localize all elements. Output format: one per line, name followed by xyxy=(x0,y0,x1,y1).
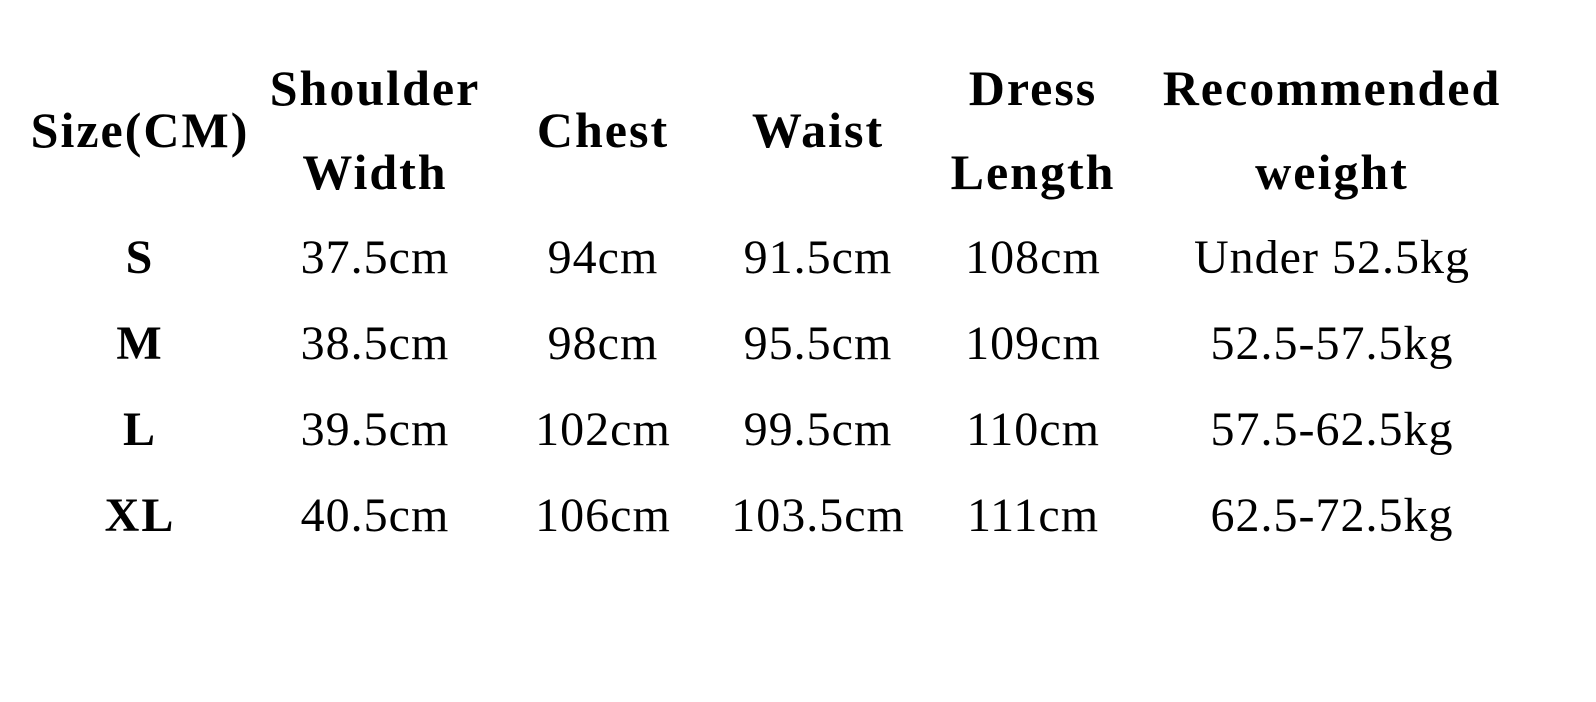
column-header-shoulder-width-line1: Shoulder xyxy=(269,60,481,116)
row-l-shoulder-width-value: 39.5cm xyxy=(300,402,450,456)
row-xl-recommended-weight-value: 62.5-72.5kg xyxy=(1210,488,1454,542)
column-header-recommended-weight-line2: weight xyxy=(1255,144,1409,200)
row-xl-chest-value: 106cm xyxy=(535,488,671,542)
row-s-waist-value: 91.5cm xyxy=(743,230,893,284)
row-l-dress-length-value: 110cm xyxy=(966,402,1100,456)
column-header-chest-line1: Chest xyxy=(536,102,670,158)
column-header-waist xyxy=(736,46,900,214)
row-m-size-label: M xyxy=(116,316,164,370)
column-header-recommended-weight-line1: Recommended xyxy=(1162,60,1502,116)
row-s-recommended-weight-value: Under 52.5kg xyxy=(1194,230,1470,284)
row-s-dress-length-value: 108cm xyxy=(965,230,1101,284)
column-header-dress-length xyxy=(900,46,1166,214)
row-m-recommended-weight-value: 52.5-57.5kg xyxy=(1210,316,1454,370)
column-header-chest xyxy=(470,46,736,214)
row-xl-shoulder-width-value: 40.5cm xyxy=(300,488,450,542)
row-m-shoulder-width-value: 38.5cm xyxy=(300,316,450,370)
row-xl-dress-length-value: 111cm xyxy=(966,488,1100,542)
column-header-shoulder-width-line2: Width xyxy=(302,144,448,200)
row-l-recommended-weight-value: 57.5-62.5kg xyxy=(1210,402,1454,456)
row-m-waist-value: 95.5cm xyxy=(743,316,893,370)
row-m-dress-length-value: 109cm xyxy=(965,316,1101,370)
row-l-chest-value: 102cm xyxy=(535,402,671,456)
row-s-shoulder-width-value: 37.5cm xyxy=(300,230,450,284)
column-header-size xyxy=(0,46,280,214)
row-l-size-label: L xyxy=(122,402,157,456)
row-s-size-label: S xyxy=(125,230,155,284)
row-xl-size-label: XL xyxy=(104,488,176,542)
row-l-waist-value: 99.5cm xyxy=(743,402,893,456)
size-chart-table xyxy=(0,46,1502,558)
row-s-chest-value: 94cm xyxy=(547,230,659,284)
column-header-recommended-weight xyxy=(1162,46,1502,214)
row-m-chest-value: 98cm xyxy=(547,316,659,370)
row-xl-waist-value: 103.5cm xyxy=(731,488,905,542)
column-header-shoulder-width xyxy=(269,46,481,214)
column-header-size-line1: Size(CM) xyxy=(30,102,250,158)
column-header-dress-length-line2: Length xyxy=(950,144,1116,200)
column-header-waist-line1: Waist xyxy=(751,102,885,158)
column-header-dress-length-line1: Dress xyxy=(968,60,1098,116)
